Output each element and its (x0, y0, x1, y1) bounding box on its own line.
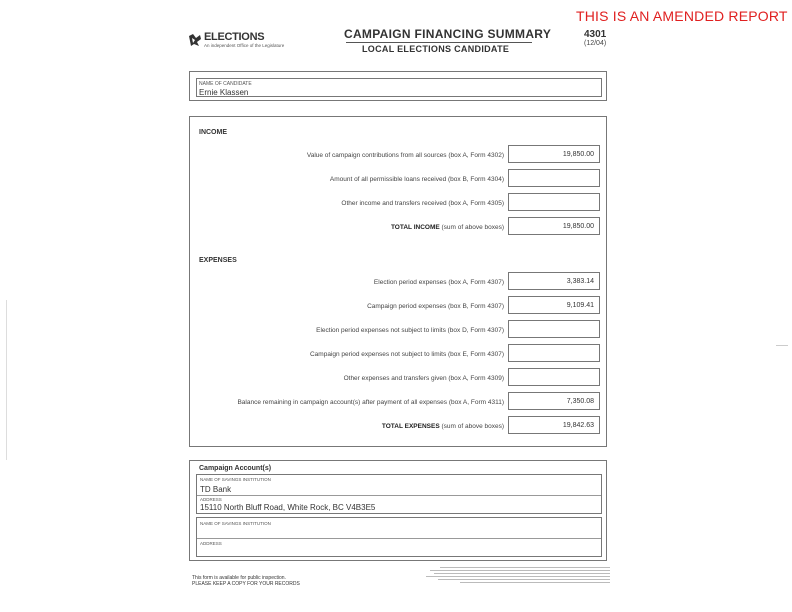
expense-row-value: 3,383.14 (566, 278, 594, 285)
scan-edge-artifact (6, 300, 7, 460)
amended-report-banner: THIS IS AN AMENDED REPORT (576, 8, 788, 24)
account-1-institution-label: NAME OF SAVINGS INSTITUTION (200, 477, 271, 482)
account-1-institution-value: TD Bank (200, 485, 232, 494)
account-1-address-label: ADDRESS (200, 497, 222, 502)
expense-other-field[interactable] (508, 368, 600, 386)
footer-public-notice: This form is available for public inspection. (192, 575, 286, 581)
expenses-heading: EXPENSES (199, 257, 237, 264)
account-2-divider (197, 538, 601, 539)
account-1-address-value: 15110 North Bluff Road, White Rock, BC V4B3E5 (200, 503, 376, 512)
income-row-label: Other income and transfers received (box A, Form 4305) (341, 200, 504, 207)
form-number: 4301 (584, 29, 607, 40)
expense-row-label: Campaign period expenses (box B, Form 4307) (367, 303, 504, 310)
candidate-name-field[interactable] (196, 78, 602, 97)
fine-print-block (420, 565, 610, 585)
total-income-value: 19,850.00 (562, 223, 594, 230)
fine-print-line (438, 579, 610, 580)
account-2-institution-label: NAME OF SAVINGS INSTITUTION (200, 521, 271, 526)
fine-print-line (440, 567, 610, 568)
candidate-name-label: NAME OF CANDIDATE (199, 81, 252, 87)
income-other-field[interactable] (508, 193, 600, 211)
expense-row-label: Election period expenses (box A, Form 4307) (373, 279, 504, 286)
expense-row-label: Campaign period expenses not subject to limits (box E, Form 4307) (309, 351, 504, 358)
fine-print-line (426, 576, 610, 577)
total-expenses-label: TOTAL EXPENSES (sum of above boxes) (381, 423, 504, 430)
fine-print-line (460, 582, 610, 583)
footer-keep-copy: PLEASE KEEP A COPY FOR YOUR RECORDS (192, 581, 300, 587)
form-subtitle: LOCAL ELECTIONS CANDIDATE (362, 44, 510, 54)
income-heading: INCOME (199, 129, 227, 136)
expense-row-label: Other expenses and transfers given (box A, Form 4309) (343, 375, 504, 382)
title-underline (346, 42, 532, 43)
scan-edge-artifact (776, 345, 788, 346)
form-title: CAMPAIGN FINANCING SUMMARY (344, 27, 552, 41)
income-row-label: Amount of all permissible loans received (box B, Form 4304) (329, 176, 504, 183)
candidate-name-value: Ernie Klassen (199, 88, 249, 97)
elections-logo (188, 31, 328, 53)
account-1-divider (197, 495, 601, 496)
fine-print-line (430, 570, 610, 571)
campaign-accounts-heading: Campaign Account(s) (199, 465, 272, 472)
expense-row-value: 7,350.08 (566, 398, 594, 405)
income-row-label: Value of campaign contributions from all sources (box A, Form 4302) (306, 152, 504, 159)
income-loans-field[interactable] (508, 169, 600, 187)
total-expenses-value: 19,842.63 (562, 422, 594, 429)
income-row-value: 19,850.00 (562, 151, 594, 158)
total-income-label: TOTAL INCOME (sum of above boxes) (390, 224, 504, 231)
logo-wordmark: ELECTIONS (204, 31, 265, 43)
expense-row-value: 9,109.41 (566, 302, 594, 309)
expense-row-label: Balance remaining in campaign account(s) after payment of all expenses (box A, Form 4311) (237, 399, 504, 406)
logo-subtext: An independent Office of the Legislature (204, 43, 285, 48)
expense-row-label: Election period expenses not subject to limits (box D, Form 4307) (316, 327, 504, 334)
expense-campaign-nolimit-field[interactable] (508, 344, 600, 362)
fine-print-line (434, 573, 610, 574)
account-2-address-label: ADDRESS (200, 541, 222, 546)
expense-election-nolimit-field[interactable] (508, 320, 600, 338)
elections-logo-icon (188, 33, 202, 47)
form-date: (12/04) (584, 40, 607, 47)
